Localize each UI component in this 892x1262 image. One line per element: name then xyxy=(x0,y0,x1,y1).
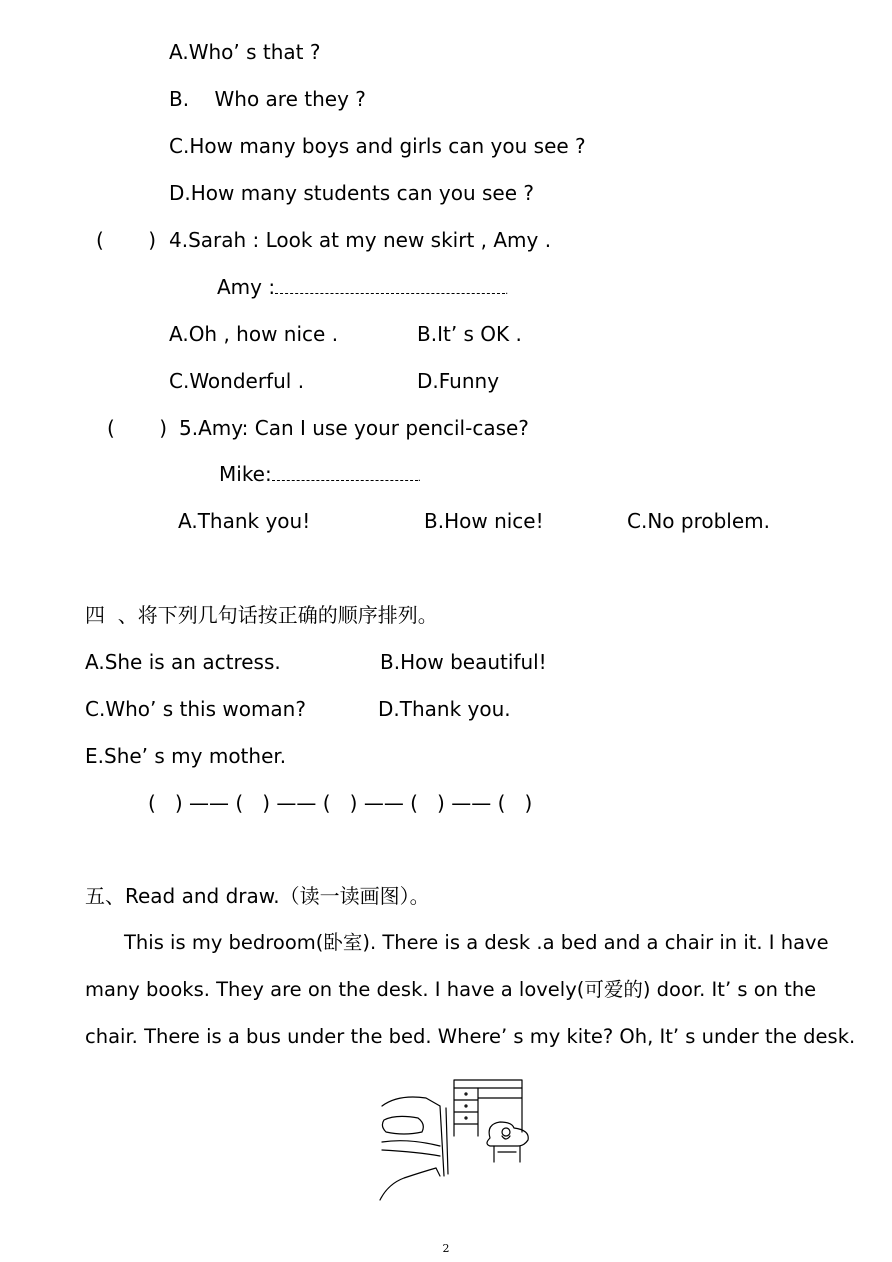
page-number: 2 xyxy=(442,1242,450,1255)
doll-on-chair xyxy=(502,1128,510,1136)
q4-answer-bracket: ( ) xyxy=(96,228,157,252)
q4-option-c: C.Wonderful . xyxy=(169,369,305,393)
q5-option-b: B.How nice! xyxy=(424,509,544,533)
section4-sentence-b: B.How beautiful! xyxy=(380,650,547,674)
q5-blank-end: . xyxy=(417,473,421,484)
q5-option-a: A.Thank you! xyxy=(178,509,311,533)
q5-response-line xyxy=(219,462,421,491)
q5-answer-bracket: ( ) xyxy=(107,416,168,440)
q4-response-line xyxy=(217,275,508,304)
desk-top xyxy=(454,1080,522,1088)
q3-option-c: C.How many boys and girls can you see ? xyxy=(169,134,586,158)
section4-sentence-e: E.She’ s my mother. xyxy=(85,744,287,768)
bedroom-drawing xyxy=(378,1076,538,1204)
q4-blank-end: . xyxy=(505,286,509,297)
q5-blank xyxy=(272,466,418,481)
section5-passage-line-1: This is my bedroom(卧室). There is a desk .a bed and a chair in it. I have xyxy=(124,931,829,954)
section4-sentence-d: D.Thank you. xyxy=(378,697,511,721)
bed-pillow xyxy=(382,1116,423,1134)
section4-sentence-a: A.She is an actress. xyxy=(85,650,281,674)
section5-passage-line-3: chair. There is a bus under the bed. Where’ s my kite? Oh, It’ s under the desk. xyxy=(85,1025,856,1048)
q5-question: 5.Amy: Can I use your pencil-case? xyxy=(179,416,529,440)
desk-drawers xyxy=(454,1088,522,1136)
section4-order-blanks: ( ) —— ( ) —— ( ) —— ( ) —— ( ) xyxy=(148,791,533,815)
bed-blanket xyxy=(380,1168,436,1200)
bed-headboard xyxy=(382,1097,440,1106)
q4-option-a: A.Oh , how nice . xyxy=(169,322,339,346)
q3-option-a: A.Who’ s that ? xyxy=(169,40,321,64)
section5-passage-line-2: many books. They are on the desk. I have a lovely(可爱的) door. It’ s on the xyxy=(85,978,817,1001)
q5-option-c: C.No problem. xyxy=(627,509,770,533)
q4-question: 4.Sarah : Look at my new skirt , Amy . xyxy=(169,228,552,252)
q4-option-b: B.It’ s OK . xyxy=(417,322,522,346)
section4-title: 四 、将下列几句话按正确的顺序排列。 xyxy=(85,603,438,627)
q4-speaker: Amy : xyxy=(217,275,276,299)
q5-speaker: Mike: xyxy=(219,462,272,486)
section4-sentence-c: C.Who’ s this woman? xyxy=(85,697,306,721)
q4-blank xyxy=(275,279,505,294)
q3-option-b: B. Who are they ? xyxy=(169,87,366,111)
q4-option-d: D.Funny xyxy=(417,369,500,393)
q3-option-d: D.How many students can you see ? xyxy=(169,181,534,205)
section5-title: 五、Read and draw.（读一读画图）。 xyxy=(85,884,430,908)
